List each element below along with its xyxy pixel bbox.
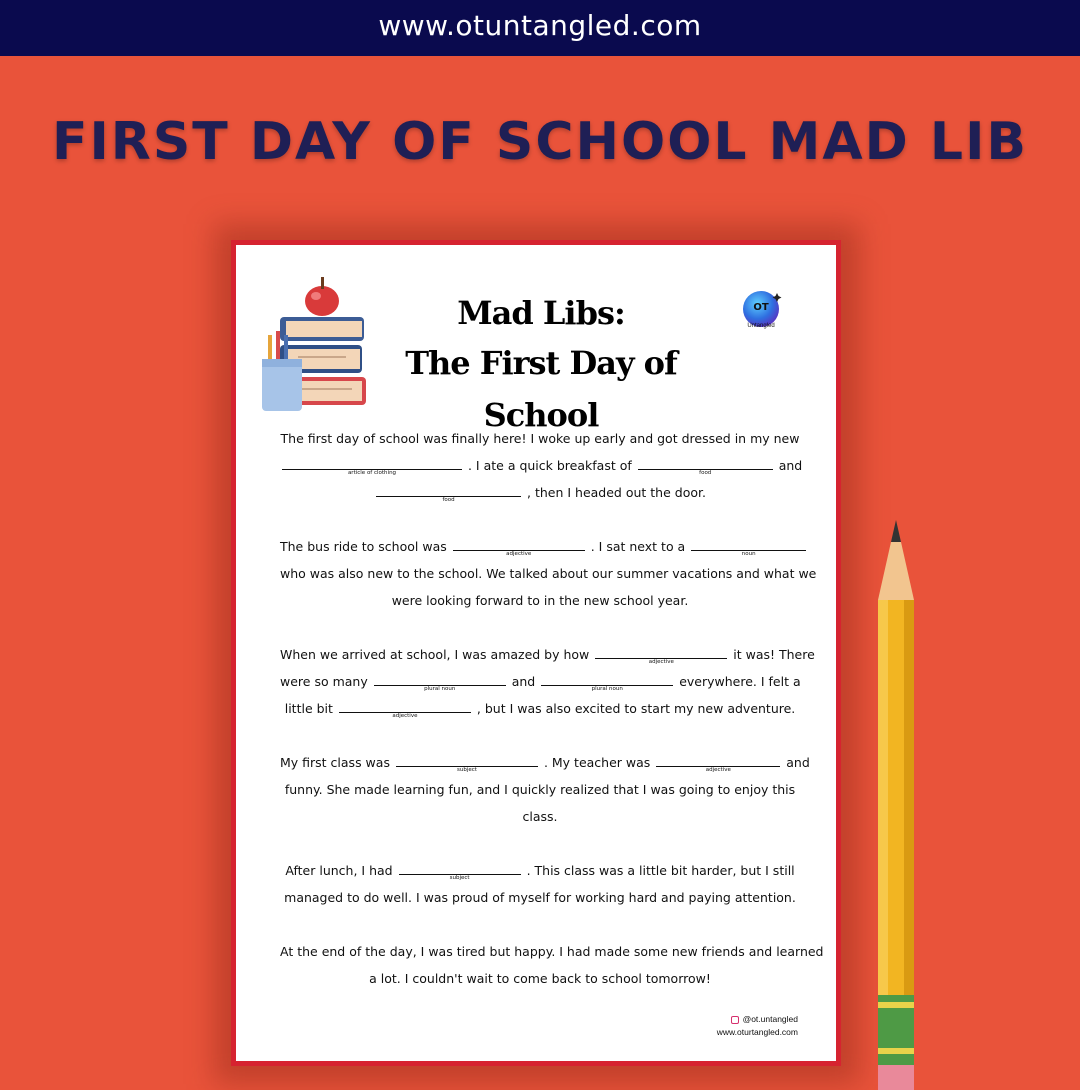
blank-input[interactable] xyxy=(691,536,806,557)
logo-text: OT xyxy=(753,302,769,313)
story-text-segment: funny. She made learning fun, and I quickly realized that I was going to enjoy this xyxy=(284,782,796,797)
books-icon xyxy=(250,269,370,419)
story-paragraph xyxy=(280,425,803,506)
story-text-segment: The bus ride to school was xyxy=(280,539,447,554)
page-headline: FIRST DAY OF SCHOOL MAD LIB xyxy=(51,112,1029,172)
story-text-segment: My first class was xyxy=(280,755,390,770)
story-text-segment: and xyxy=(786,755,810,770)
top-banner xyxy=(0,0,1080,56)
story-text xyxy=(280,425,824,1019)
story-paragraph xyxy=(280,857,800,911)
story-text-segment: who was also new to the school. We talked about our summer vacations and what we xyxy=(280,566,817,581)
blank-input[interactable] xyxy=(638,455,773,476)
story-line xyxy=(280,668,800,695)
story-line xyxy=(280,884,800,911)
blank-input[interactable] xyxy=(399,860,521,881)
story-paragraph xyxy=(280,749,810,830)
apple-icon xyxy=(305,277,339,316)
instagram-icon xyxy=(731,1016,739,1024)
blank-hint: adjective xyxy=(506,551,532,557)
worksheet-title xyxy=(366,289,716,441)
story-line xyxy=(280,533,800,560)
story-line xyxy=(280,695,800,722)
story-text-segment: were so many xyxy=(280,674,368,689)
story-line xyxy=(280,587,800,614)
logo-subtext: Untangled xyxy=(747,323,775,329)
story-text-segment: . I sat next to a xyxy=(590,539,686,554)
blank-hint: article of clothing xyxy=(347,470,397,476)
story-text-segment: At the end of the day, I was tired but happy. I had made some new friends and learned xyxy=(280,944,824,959)
blank-input[interactable] xyxy=(376,482,521,503)
story-paragraph xyxy=(280,641,815,722)
story-text-segment: . This class was a little bit harder, but I still xyxy=(526,863,795,878)
worksheet-footer xyxy=(717,1013,798,1039)
blank-hint: noun xyxy=(741,551,756,557)
story-line xyxy=(280,641,815,668)
blank-input[interactable] xyxy=(541,671,673,692)
blank-hint: plural noun xyxy=(424,686,456,692)
story-text-segment: little bit xyxy=(284,701,333,716)
story-text-segment: , but I was also excited to start my new adventure. xyxy=(476,701,796,716)
blank-hint: food xyxy=(442,497,455,503)
story-text-segment: . I ate a quick breakfast of xyxy=(467,458,632,473)
banner-url[interactable]: www.otuntangled.com xyxy=(378,9,702,42)
story-text-segment: The first day of school was finally here! I woke up early and got dressed in my new xyxy=(280,431,800,446)
blank-input[interactable] xyxy=(595,644,727,665)
story-paragraph xyxy=(280,938,824,992)
story-text-segment: and xyxy=(778,458,803,473)
story-line xyxy=(280,776,800,803)
blank-hint: food xyxy=(699,470,712,476)
story-text-segment: , then I headed out the door. xyxy=(527,485,706,500)
worksheet xyxy=(231,240,841,1066)
blank-input[interactable] xyxy=(656,752,780,773)
story-text-segment: class. xyxy=(522,809,558,824)
worksheet-title-line2: The First Day of School xyxy=(405,344,677,434)
story-line xyxy=(280,938,824,965)
blank-input[interactable] xyxy=(374,671,506,692)
story-text-segment: managed to do well. I was proud of myself for working hard and paying attention. xyxy=(284,890,796,905)
blank-input[interactable] xyxy=(396,752,538,773)
story-line xyxy=(280,965,800,992)
story-text-segment: it was! There xyxy=(733,647,815,662)
story-text-segment: When we arrived at school, I was amazed by how xyxy=(280,647,590,662)
story-line xyxy=(280,452,803,479)
story-line xyxy=(280,803,800,830)
footer-url[interactable]: www.oturtangled.com xyxy=(716,1027,798,1037)
story-line xyxy=(280,857,800,884)
blank-input[interactable] xyxy=(453,536,585,557)
blank-hint: plural noun xyxy=(591,686,623,692)
footer-handle[interactable]: @ot.untangled xyxy=(742,1014,798,1024)
story-text-segment: everywhere. I felt a xyxy=(679,674,801,689)
pencil-cup-icon xyxy=(262,331,302,411)
blank-input[interactable] xyxy=(339,698,471,719)
blank-hint: subject xyxy=(456,767,477,773)
story-line xyxy=(280,560,817,587)
story-text-segment: After lunch, I had xyxy=(285,863,393,878)
story-text-segment: . My teacher was xyxy=(543,755,651,770)
story-line xyxy=(280,479,800,506)
story-line xyxy=(280,425,800,452)
blank-hint: adjective xyxy=(705,767,731,773)
blank-hint: adjective xyxy=(392,713,418,719)
story-line xyxy=(280,749,810,776)
story-paragraph xyxy=(280,533,817,614)
blank-input[interactable] xyxy=(282,455,462,476)
pencil-icon xyxy=(872,520,920,1090)
story-text-segment: a lot. I couldn't wait to come back to school tomorrow! xyxy=(369,971,711,986)
worksheet-title-line1: Mad Libs: xyxy=(457,294,625,332)
story-text-segment: and xyxy=(511,674,536,689)
blank-hint: adjective xyxy=(648,659,674,665)
blank-hint: subject xyxy=(449,875,470,881)
story-text-segment: were looking forward to in the new school year. xyxy=(391,593,689,608)
